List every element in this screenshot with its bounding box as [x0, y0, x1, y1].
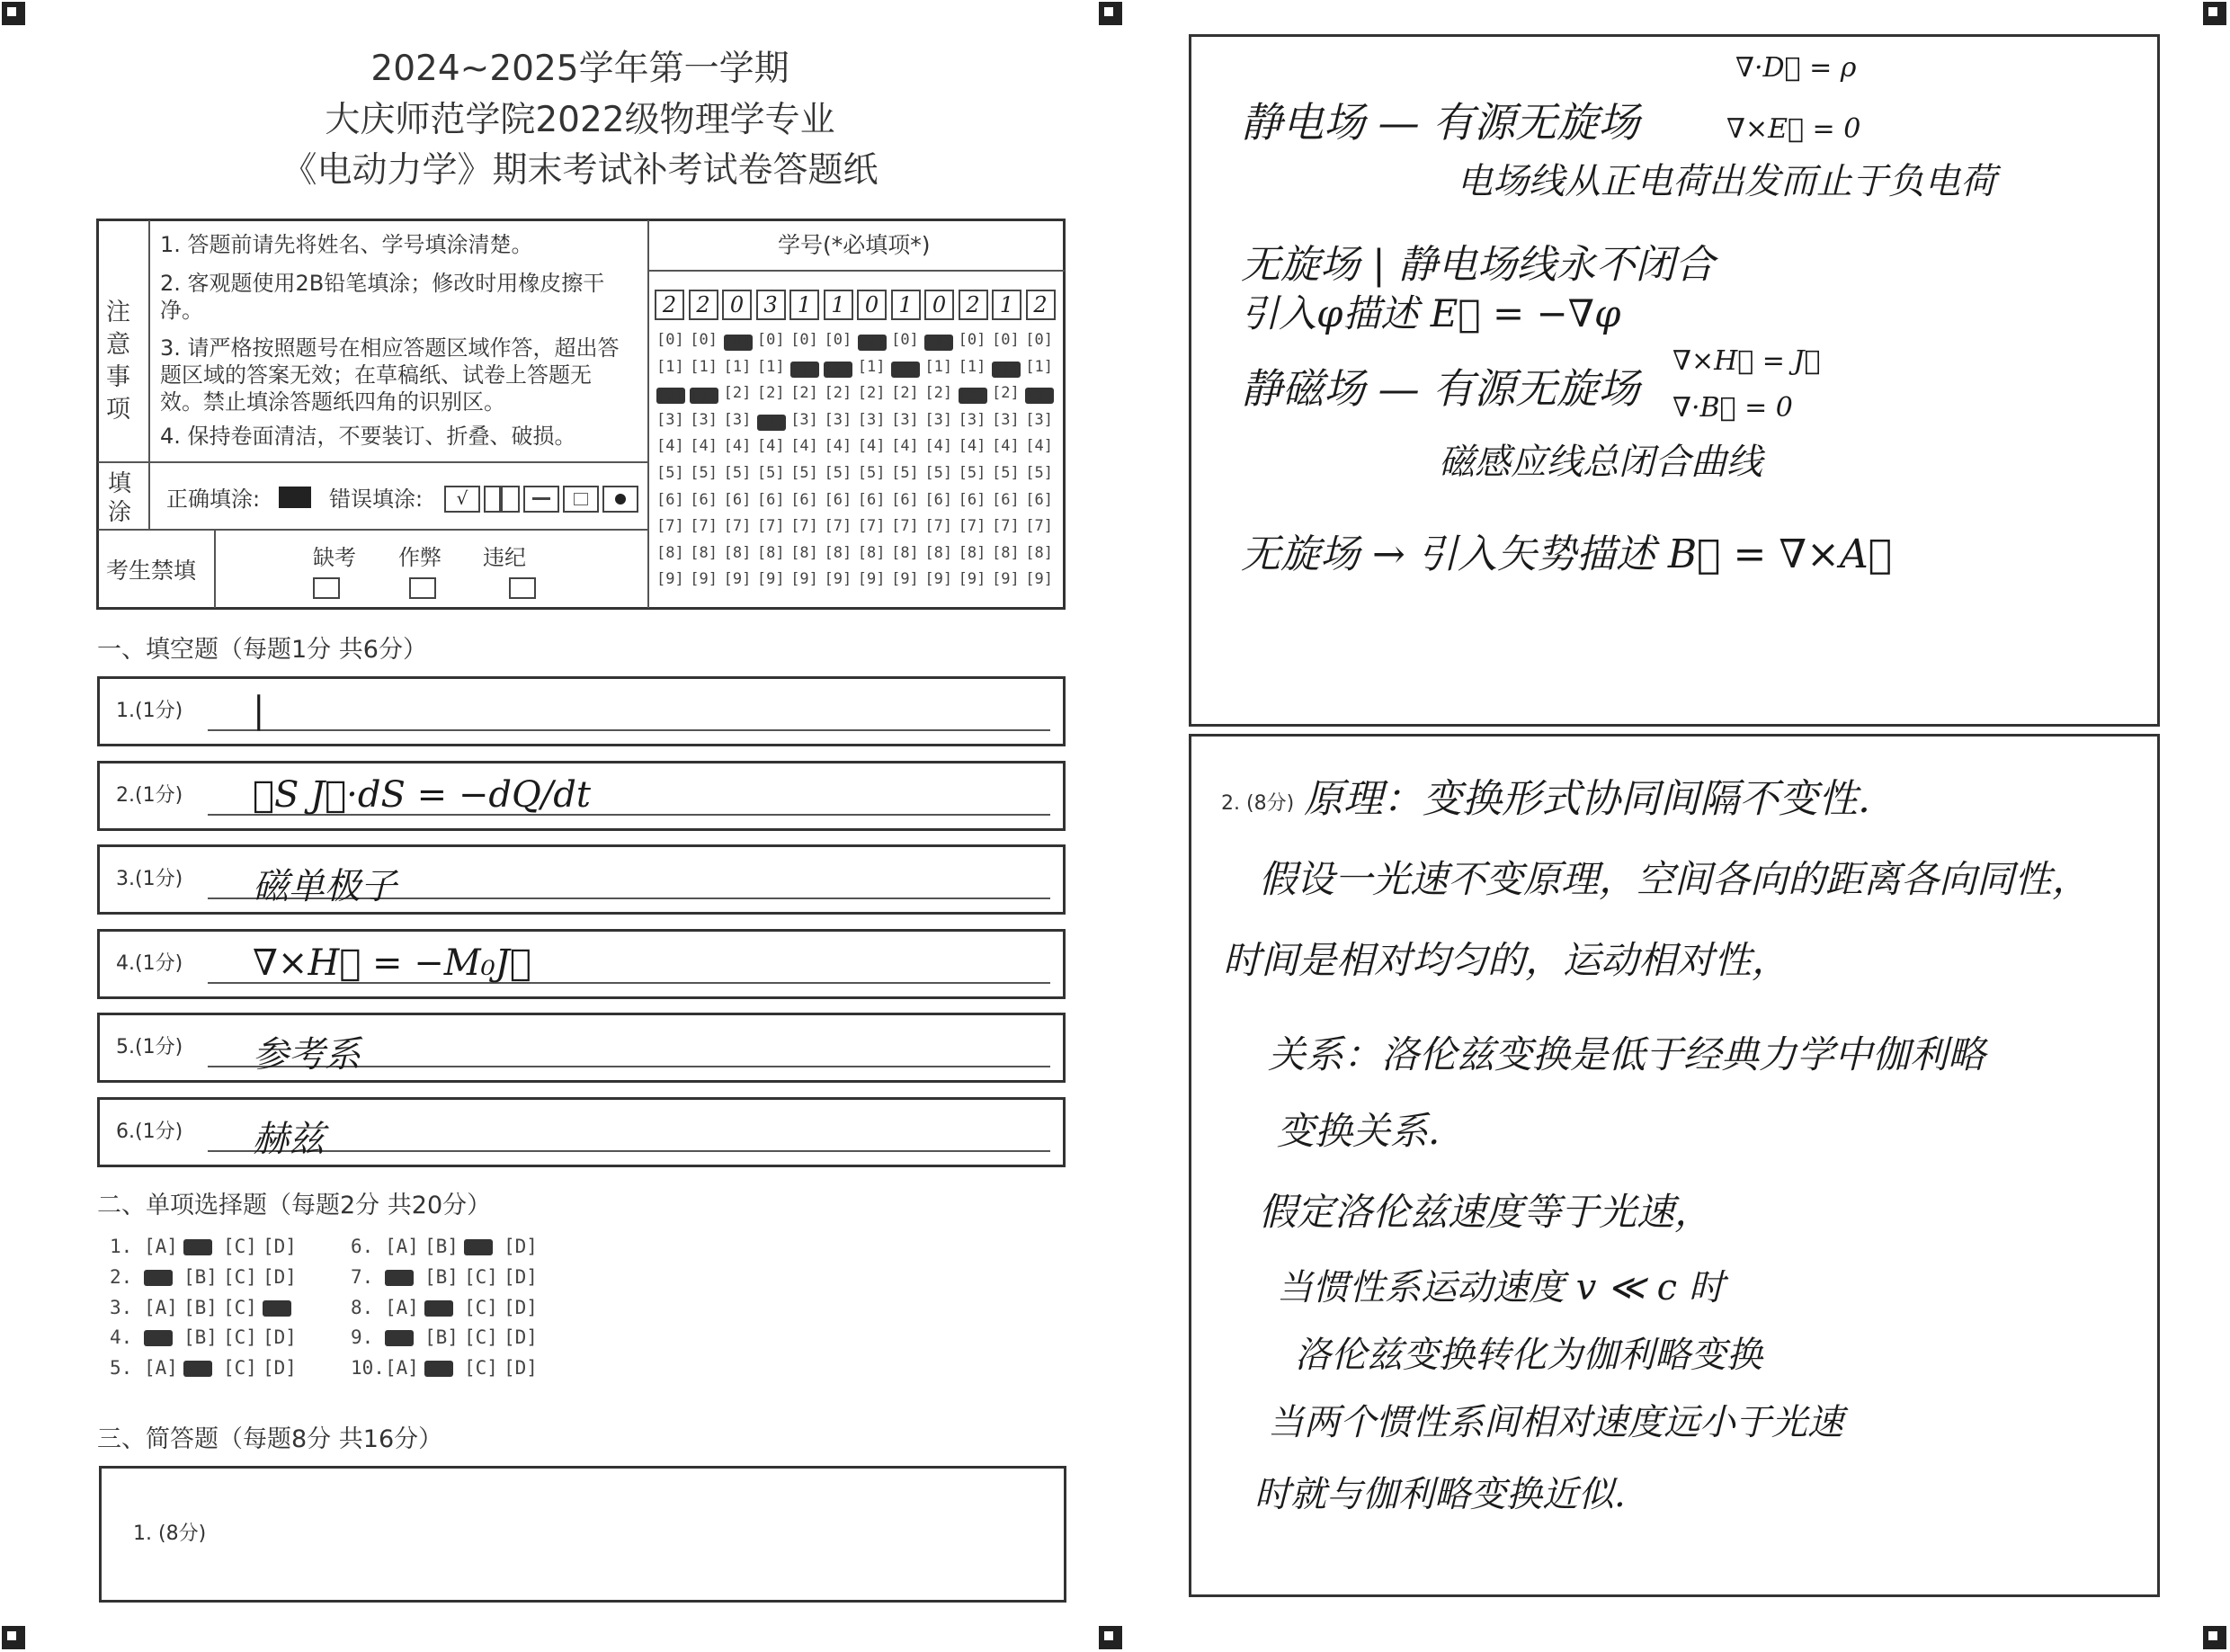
- student-id-digit: 0: [857, 290, 887, 320]
- bubble-cell[interactable]: [3]: [790, 410, 818, 429]
- bubble-cell[interactable]: [0]: [723, 335, 752, 353]
- status-violation-checkbox[interactable]: [509, 577, 536, 599]
- handwritten-line: 磁感应线总闭合曲线: [1439, 442, 1762, 483]
- fill-rule-wrong: 错误填涂:: [329, 487, 424, 512]
- bubble-cell[interactable]: [4]: [891, 437, 919, 456]
- bubble-cell[interactable]: [0]: [1025, 331, 1053, 349]
- handwritten-line: 时就与伽利略变换近似.: [1254, 1474, 1626, 1515]
- bubble-row: [656, 384, 1061, 411]
- bubble-cell[interactable]: [8]: [690, 543, 718, 562]
- choice-bubble[interactable]: [C]: [223, 1326, 257, 1349]
- choice-bubble[interactable]: [C]: [464, 1265, 498, 1288]
- notice-item-1: 1. 答题前请先将姓名、学号填涂清楚。: [160, 232, 533, 257]
- choice-bubble[interactable]: [D]: [263, 1236, 297, 1257]
- bubble-cell[interactable]: [3]: [723, 410, 752, 429]
- q1-answer-box-left[interactable]: [99, 1466, 1066, 1603]
- bubble-cell[interactable]: [1]: [824, 361, 852, 380]
- bubble-cell[interactable]: [1]: [958, 357, 986, 376]
- section2-title: 二、单项选择题（每题2分 共20分）: [97, 1192, 492, 1219]
- wrong-fill-small-box-icon: [563, 486, 599, 513]
- answer-underline: [208, 1150, 1050, 1152]
- bubble-cell[interactable]: [0]: [991, 331, 1020, 349]
- fill-answer-box[interactable]: [97, 929, 1066, 999]
- choice-bubble[interactable]: [B]: [183, 1326, 218, 1349]
- choice-number: 2.: [110, 1265, 133, 1288]
- header-term: 2024~2025学年第一学期: [370, 49, 789, 89]
- bubble-cell[interactable]: [7]: [656, 517, 684, 536]
- bubble-cell[interactable]: [0]: [958, 331, 986, 349]
- bubble-cell[interactable]: [1]: [723, 357, 752, 376]
- bubble-cell[interactable]: [2]: [857, 384, 886, 403]
- bubble-cell[interactable]: [6]: [924, 490, 953, 509]
- bubble-cell[interactable]: [4]: [857, 437, 886, 456]
- bubble-cell[interactable]: [1]: [924, 357, 953, 376]
- bubble-cell[interactable]: [3]: [690, 410, 718, 429]
- bubble-cell[interactable]: [2]: [690, 388, 718, 406]
- bubble-cell[interactable]: [7]: [891, 517, 919, 536]
- bubble-cell[interactable]: [2]: [756, 384, 785, 403]
- student-id-digit: 2: [689, 290, 718, 320]
- fill-answer-box[interactable]: [97, 1097, 1066, 1167]
- student-id-digit: 0: [924, 290, 954, 320]
- bubble-cell[interactable]: [7]: [790, 517, 818, 536]
- header-college: 大庆师范学院2022级物理学专业: [325, 100, 835, 140]
- bubble-cell[interactable]: [7]: [824, 517, 852, 536]
- bubble-cell[interactable]: [9]: [824, 570, 852, 589]
- choice-bubble-filled[interactable]: [385, 1270, 414, 1286]
- bubble-cell[interactable]: [1]: [991, 361, 1020, 380]
- bubble-cell[interactable]: [5]: [958, 463, 986, 482]
- bubble-cell[interactable]: [9]: [756, 570, 785, 589]
- student-id-digit: 2: [959, 290, 988, 320]
- bubble-cell[interactable]: [6]: [824, 490, 852, 509]
- choice-bubble[interactable]: [A]: [144, 1357, 178, 1380]
- choice-bubble[interactable]: [D]: [263, 1265, 297, 1288]
- bubble-cell[interactable]: [6]: [991, 490, 1020, 509]
- choice-row: [110, 1357, 302, 1379]
- bubble-cell[interactable]: [4]: [723, 437, 752, 456]
- answer-underline: [208, 729, 1050, 731]
- status-cheat-label: 作弊: [398, 545, 442, 570]
- choice-row: [110, 1236, 302, 1257]
- bubble-cell[interactable]: [9]: [656, 570, 684, 589]
- notice-item-4: 4. 保持卷面清洁，不要装订、折叠、破损。: [160, 424, 576, 449]
- choice-number: 9.: [351, 1326, 374, 1349]
- bubble-cell[interactable]: [6]: [891, 490, 919, 509]
- bubble-cell[interactable]: [5]: [924, 463, 953, 482]
- wrong-fill-dot-icon: [602, 486, 638, 513]
- choice-bubble[interactable]: [C]: [464, 1326, 498, 1349]
- fill-answer-box[interactable]: [97, 844, 1066, 915]
- bubble-cell[interactable]: [5]: [656, 463, 684, 482]
- student-id-digit: 1: [824, 290, 853, 320]
- bubble-cell[interactable]: [3]: [824, 410, 852, 429]
- handwritten-line: ∇×E⃗ = 0: [1726, 113, 1861, 145]
- bubble-row: [656, 544, 1061, 571]
- student-id-digit: 2: [1026, 290, 1056, 320]
- bubble-cell[interactable]: [8]: [991, 543, 1020, 562]
- choice-bubble[interactable]: [D]: [504, 1265, 538, 1288]
- choice-bubble[interactable]: [A]: [385, 1296, 419, 1318]
- handwritten-line: 洛伦兹变换转化为伽利略变换: [1295, 1335, 1762, 1376]
- bubble-cell[interactable]: [5]: [991, 463, 1020, 482]
- choice-number: 1.: [110, 1236, 133, 1257]
- choice-number: 7.: [351, 1265, 374, 1288]
- bubble-cell[interactable]: [9]: [690, 570, 718, 589]
- choice-bubble[interactable]: [D]: [504, 1357, 538, 1380]
- bubble-cell[interactable]: [5]: [756, 463, 785, 482]
- handwritten-line: 原理：变换形式协同间隔不变性.: [1304, 776, 1870, 822]
- handwritten-answer: 磁单极子: [253, 866, 397, 907]
- bubble-row: [656, 517, 1061, 544]
- student-id-bubble-grid[interactable]: [656, 331, 1061, 597]
- status-violation-label: 违纪: [483, 545, 526, 570]
- choice-bubble[interactable]: [B]: [183, 1296, 218, 1318]
- fill-question-label: 2.(1分): [116, 783, 183, 807]
- student-id-digit: 1: [789, 290, 819, 320]
- bubble-cell[interactable]: [7]: [857, 517, 886, 536]
- bubble-cell[interactable]: [1]: [891, 361, 919, 380]
- q2-label: 2. (8分): [1221, 792, 1295, 815]
- bubble-cell[interactable]: [7]: [958, 517, 986, 536]
- bubble-cell[interactable]: [2]: [991, 384, 1020, 403]
- bubble-cell[interactable]: [1]: [790, 361, 818, 380]
- bubble-cell[interactable]: [8]: [1025, 543, 1053, 562]
- bubble-row: [656, 437, 1061, 464]
- choice-row: [351, 1357, 543, 1379]
- bubble-cell[interactable]: [4]: [756, 437, 785, 456]
- choice-bubble[interactable]: [D]: [504, 1296, 538, 1318]
- bubble-cell[interactable]: [8]: [656, 543, 684, 562]
- choice-bubble[interactable]: [A]: [385, 1236, 419, 1257]
- bubble-cell[interactable]: [5]: [723, 463, 752, 482]
- handwritten-line: 假设一光速不变原理，空间各向的距离各向同性，: [1259, 857, 2091, 901]
- handwritten-answer: ∇×H⃗ = −M₀J⃗: [253, 942, 531, 984]
- section1-title: 一、填空题（每题1分 共6分）: [97, 636, 427, 664]
- choice-bubble-filled[interactable]: [263, 1300, 291, 1317]
- bubble-cell[interactable]: [5]: [891, 463, 919, 482]
- corner-mark-bottom-left: [2, 1626, 25, 1649]
- bubble-cell[interactable]: [4]: [824, 437, 852, 456]
- bubble-cell[interactable]: [3]: [756, 414, 785, 433]
- bubble-cell[interactable]: [6]: [857, 490, 886, 509]
- choice-bubble-filled[interactable]: [464, 1239, 493, 1255]
- bubble-cell[interactable]: [1]: [756, 357, 785, 376]
- choice-bubble-filled[interactable]: [424, 1361, 453, 1377]
- fill-question-label: 5.(1分): [116, 1036, 183, 1058]
- handwritten-line: 无旋场 → 引入矢势描述 B⃗ = ∇×A⃗: [1241, 531, 1893, 577]
- choice-row: [110, 1326, 302, 1348]
- corner-mark-top-middle: [1099, 2, 1122, 25]
- fill-question-label: 1.(1分): [116, 700, 183, 722]
- choice-row: [351, 1326, 543, 1348]
- header-exam-title: 《电动力学》期末考试补考试卷答题纸: [281, 150, 879, 191]
- bubble-cell[interactable]: [1]: [690, 357, 718, 376]
- bubble-cell[interactable]: [0]: [756, 331, 785, 349]
- bubble-cell[interactable]: [3]: [891, 410, 919, 429]
- fill-question-label: 6.(1分): [116, 1120, 183, 1143]
- handwritten-line: 变换关系.: [1277, 1109, 1441, 1153]
- choice-bubble[interactable]: [A]: [144, 1236, 178, 1257]
- choice-number: 6.: [351, 1236, 374, 1257]
- corner-mark-bottom-middle: [1099, 1626, 1122, 1649]
- bubble-cell[interactable]: [2]: [1025, 388, 1053, 406]
- bubble-cell[interactable]: [7]: [924, 517, 953, 536]
- bubble-cell[interactable]: [6]: [1025, 490, 1053, 509]
- bubble-cell[interactable]: [4]: [924, 437, 953, 456]
- bubble-cell[interactable]: [0]: [891, 331, 919, 349]
- choice-bubble-filled[interactable]: [385, 1330, 414, 1346]
- notice-item-3: 3. 请严格按照题号在相应答题区域作答，超出答题区域的答案无效；在草稿纸、试卷上答题无效。禁止填涂答题纸四角的识别区。: [160, 335, 620, 415]
- bubble-cell[interactable]: [6]: [723, 490, 752, 509]
- choice-bubble[interactable]: [C]: [464, 1357, 498, 1380]
- status-absent-checkbox[interactable]: [313, 577, 340, 599]
- handwritten-line: 无旋场 | 静电场线永不闭合: [1241, 242, 1715, 288]
- choice-bubble[interactable]: [D]: [263, 1357, 297, 1380]
- wrong-fill-dash-icon: [523, 486, 559, 513]
- corner-mark-top-left: [2, 2, 25, 25]
- bubble-cell[interactable]: [9]: [723, 570, 752, 589]
- choice-bubble[interactable]: [C]: [223, 1357, 257, 1380]
- fill-answer-box[interactable]: [97, 761, 1066, 831]
- choice-row: [351, 1236, 543, 1257]
- bubble-cell[interactable]: [1]: [656, 357, 684, 376]
- bubble-cell[interactable]: [7]: [723, 517, 752, 536]
- student-id-digit: 1: [891, 290, 921, 320]
- handwritten-line: 电场线从正电荷出发而止于负电荷: [1457, 161, 1996, 202]
- bubble-cell[interactable]: [4]: [991, 437, 1020, 456]
- fill-rule-label: 填涂: [108, 470, 132, 526]
- student-id-digit: 2: [655, 290, 684, 320]
- bubble-cell[interactable]: [9]: [857, 570, 886, 589]
- handwritten-line: 当两个惯性系间相对速度远小于光速: [1268, 1402, 1843, 1443]
- choice-row: [351, 1297, 543, 1318]
- bubble-cell[interactable]: [7]: [756, 517, 785, 536]
- bubble-cell[interactable]: [8]: [924, 543, 953, 562]
- corner-mark-bottom-right: [2203, 1626, 2226, 1649]
- bubble-cell[interactable]: [5]: [824, 463, 852, 482]
- bubble-cell[interactable]: [4]: [1025, 437, 1053, 456]
- bubble-cell[interactable]: [4]: [958, 437, 986, 456]
- fill-answer-box[interactable]: [97, 676, 1066, 746]
- bubble-cell[interactable]: [6]: [790, 490, 818, 509]
- bubble-cell[interactable]: [0]: [824, 331, 852, 349]
- handwritten-line: 假定洛伦兹速度等于光速，: [1259, 1190, 1713, 1234]
- bubble-cell[interactable]: [9]: [924, 570, 953, 589]
- bubble-cell[interactable]: [4]: [690, 437, 718, 456]
- bubble-cell[interactable]: [3]: [924, 410, 953, 429]
- choice-number: 3.: [110, 1296, 133, 1318]
- choice-bubble[interactable]: [A]: [144, 1296, 178, 1318]
- bubble-cell[interactable]: [5]: [1025, 463, 1053, 482]
- bubble-cell[interactable]: [9]: [1025, 570, 1053, 589]
- choice-bubble[interactable]: [C]: [223, 1236, 257, 1257]
- handwritten-answer: ∮S J⃗·dS = −dQ/dt: [253, 773, 591, 816]
- handwritten-answer: 参考系: [253, 1034, 361, 1076]
- bubble-row: [656, 411, 1061, 438]
- choice-bubble[interactable]: [C]: [223, 1296, 257, 1318]
- handwritten-line: 时间是相对均匀的，运动相对性，: [1223, 938, 1790, 982]
- choice-bubble[interactable]: [B]: [183, 1265, 218, 1288]
- bubble-cell[interactable]: [9]: [991, 570, 1020, 589]
- bubble-cell[interactable]: [9]: [891, 570, 919, 589]
- status-cheat-checkbox[interactable]: [409, 577, 436, 599]
- bubble-cell[interactable]: [9]: [958, 570, 986, 589]
- bubble-cell[interactable]: [7]: [690, 517, 718, 536]
- bubble-cell[interactable]: [0]: [924, 335, 953, 353]
- handwritten-answer: 赫兹: [253, 1118, 325, 1160]
- bubble-cell[interactable]: [5]: [690, 463, 718, 482]
- choice-number: 5.: [110, 1357, 133, 1380]
- bubble-cell[interactable]: [8]: [824, 543, 852, 562]
- bubble-row: [656, 491, 1061, 518]
- bubble-cell[interactable]: [3]: [1025, 410, 1053, 429]
- bubble-cell[interactable]: [6]: [690, 490, 718, 509]
- status-absent-label: 缺考: [313, 545, 356, 570]
- bubble-cell[interactable]: [8]: [857, 543, 886, 562]
- bubble-cell[interactable]: [3]: [656, 410, 684, 429]
- handwritten-answer: |: [253, 690, 265, 731]
- bubble-cell[interactable]: [2]: [790, 384, 818, 403]
- exam-status-label: 考生禁填: [106, 558, 197, 584]
- bubble-row: [656, 331, 1061, 358]
- bubble-cell[interactable]: [8]: [756, 543, 785, 562]
- corner-mark-top-right: [2203, 2, 2226, 25]
- bubble-cell[interactable]: [1]: [1025, 357, 1053, 376]
- choice-row: [351, 1266, 543, 1288]
- bubble-cell[interactable]: [8]: [891, 543, 919, 562]
- choice-bubble[interactable]: [D]: [504, 1236, 538, 1257]
- bubble-cell[interactable]: [6]: [656, 490, 684, 509]
- bubble-cell[interactable]: [3]: [991, 410, 1020, 429]
- handwritten-line: ∇·B⃗ = 0: [1672, 392, 1793, 424]
- student-id-digit: 0: [722, 290, 752, 320]
- choice-bubble[interactable]: [D]: [263, 1326, 297, 1349]
- choice-bubble[interactable]: [C]: [464, 1296, 498, 1318]
- fill-rule-correct: 正确填涂:: [166, 487, 261, 512]
- bubble-cell[interactable]: [2]: [723, 384, 752, 403]
- bubble-cell[interactable]: [0]: [656, 331, 684, 349]
- bubble-row: [656, 358, 1061, 385]
- fill-answer-box[interactable]: [97, 1013, 1066, 1083]
- choice-bubble[interactable]: [B]: [424, 1236, 459, 1257]
- student-id-digit: 3: [756, 290, 786, 320]
- bubble-cell[interactable]: [8]: [790, 543, 818, 562]
- choice-number: 10.: [351, 1357, 385, 1380]
- bubble-row: [656, 464, 1061, 491]
- choice-bubble-filled[interactable]: [144, 1330, 173, 1346]
- choice-bubble[interactable]: [D]: [504, 1326, 538, 1349]
- bubble-cell[interactable]: [2]: [656, 388, 684, 406]
- bubble-cell[interactable]: [6]: [958, 490, 986, 509]
- handwritten-line: 当惯性系运动速度 v ≪ c 时: [1277, 1267, 1725, 1308]
- handwritten-line: 关系：洛伦兹变换是低于经典力学中伽利略: [1268, 1032, 1986, 1076]
- choice-bubble-filled[interactable]: [183, 1361, 212, 1377]
- bubble-cell[interactable]: [1]: [857, 357, 886, 376]
- bubble-cell[interactable]: [2]: [958, 388, 986, 406]
- correct-fill-sample: [279, 487, 311, 508]
- choice-bubble[interactable]: [A]: [385, 1357, 419, 1380]
- handwritten-line: ∇·D⃗ = ρ: [1735, 52, 1857, 84]
- bubble-cell[interactable]: [0]: [790, 331, 818, 349]
- q1-label: 1. (8分): [133, 1523, 207, 1545]
- notice-label: 注意事项: [106, 299, 130, 424]
- student-id-digit: 1: [992, 290, 1021, 320]
- bubble-cell[interactable]: [2]: [891, 384, 919, 403]
- wrong-fill-check-icon: √: [444, 486, 480, 513]
- bubble-cell[interactable]: [0]: [690, 331, 718, 349]
- choice-bubble[interactable]: [B]: [424, 1265, 459, 1288]
- bubble-cell[interactable]: [7]: [991, 517, 1020, 536]
- choice-bubble[interactable]: [C]: [223, 1265, 257, 1288]
- bubble-cell[interactable]: [9]: [790, 570, 818, 589]
- fill-question-label: 4.(1分): [116, 951, 183, 975]
- bubble-cell[interactable]: [2]: [824, 384, 852, 403]
- bubble-cell[interactable]: [7]: [1025, 517, 1053, 536]
- bubble-cell[interactable]: [0]: [857, 335, 886, 353]
- choice-row: [110, 1266, 302, 1288]
- bubble-cell[interactable]: [4]: [656, 437, 684, 456]
- bubble-cell[interactable]: [4]: [790, 437, 818, 456]
- bubble-cell[interactable]: [3]: [958, 410, 986, 429]
- choice-number: 8.: [351, 1296, 374, 1318]
- choice-row: [110, 1297, 302, 1318]
- fill-question-label: 3.(1分): [116, 868, 183, 890]
- bubble-cell[interactable]: [3]: [857, 410, 886, 429]
- section3-title: 三、简答题（每题8分 共16分）: [97, 1425, 443, 1453]
- choice-bubble-filled[interactable]: [424, 1300, 453, 1317]
- choice-bubble-filled[interactable]: [144, 1270, 173, 1286]
- notice-item-2: 2. 客观题使用2B铅笔填涂；修改时用橡皮擦干净。: [160, 271, 605, 323]
- choice-bubble[interactable]: [B]: [424, 1326, 459, 1349]
- bubble-cell[interactable]: [5]: [790, 463, 818, 482]
- bubble-cell[interactable]: [6]: [756, 490, 785, 509]
- handwritten-line: ∇×H⃗ = J⃗: [1672, 345, 1821, 377]
- handwritten-line: 引入φ描述 E⃗ = −∇φ: [1241, 291, 1621, 335]
- choice-number: 4.: [110, 1326, 133, 1349]
- handwritten-line: 静磁场 — 有源无旋场: [1241, 364, 1640, 413]
- student-id-label: 学号(*必填项*): [778, 232, 931, 258]
- bubble-cell[interactable]: [8]: [958, 543, 986, 562]
- bubble-cell[interactable]: [2]: [924, 384, 953, 403]
- wrong-fill-half-icon: [484, 486, 520, 513]
- bubble-cell[interactable]: [8]: [723, 543, 752, 562]
- bubble-row: [656, 570, 1061, 597]
- bubble-cell[interactable]: [5]: [857, 463, 886, 482]
- choice-bubble-filled[interactable]: [183, 1239, 212, 1255]
- handwritten-line: 静电场 — 有源无旋场: [1241, 98, 1640, 147]
